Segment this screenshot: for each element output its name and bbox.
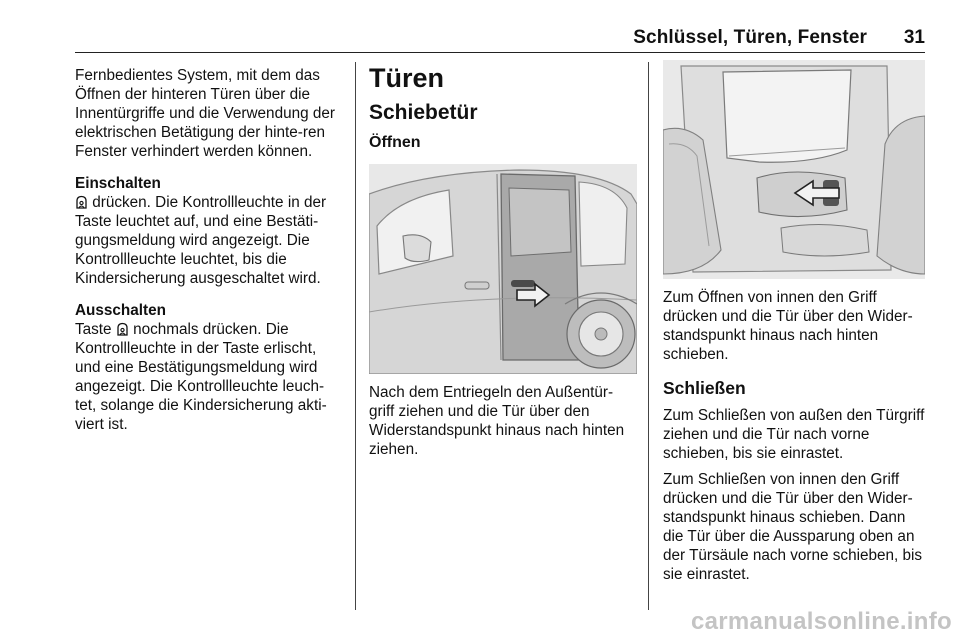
- on-text: drücken. Die Kontrollleuchte in der Taste leuchtet auf, und eine Bestäti-gungsmeldung wird angezeigt. Die Kontrollleuchte leuchtet, bis die Kindersicherung ausgeschaltet wird.: [75, 194, 327, 287]
- sliding-door-interior-illustration: [663, 60, 925, 279]
- close-outside-text: Zum Schließen von außen den Türgriff ziehen und die Tür nach vorne schieben, bis sie einrastet.: [663, 407, 925, 462]
- subsection-title: Schiebetür: [369, 101, 478, 124]
- watermark: carmanualsonline.info: [690, 608, 952, 635]
- page-header: [75, 27, 925, 51]
- off-text-pre: Taste: [75, 321, 112, 338]
- column-1: [75, 66, 343, 447]
- sliding-door-exterior-illustration: [369, 164, 637, 374]
- exterior-caption: Nach dem Entriegeln den Außentür-griff ziehen und die Tür über den Widerstandspunkt hinaus nach hinten ziehen.: [369, 384, 625, 458]
- close-heading: Schließen: [663, 378, 746, 398]
- page-number: 31: [903, 27, 925, 48]
- interior-caption: Zum Öffnen von innen den Griff drücken und die Tür über den Wider-standspunkt hinaus nach hinten schieben.: [663, 289, 913, 363]
- child-lock-icon: [116, 322, 129, 336]
- off-heading: Ausschalten: [75, 302, 166, 319]
- off-text-paragraph: [75, 320, 343, 434]
- column-divider-1: [355, 62, 356, 610]
- section-title: Türen: [369, 63, 445, 93]
- header-title: Schlüssel, Türen, Fenster: [633, 27, 867, 48]
- intro-text: Fernbedientes System, mit dem das Öffnen der hinteren Türen über die Innentürgriffe und die Verwendung der elektrischen Betätigung der hinte-ren Fenster verhindert werden können.: [75, 67, 335, 160]
- column-3: [663, 60, 925, 597]
- column-2: [369, 62, 637, 472]
- on-text-paragraph: [75, 193, 343, 288]
- on-heading: Einschalten: [75, 175, 161, 192]
- open-heading: Öffnen: [369, 134, 421, 151]
- column-divider-2: [648, 62, 649, 610]
- close-inside-text: Zum Schließen von innen den Griff drücken und die Tür über den Wider-standspunkt hinaus schieben. Dann die Tür über die Aussparung oben an der Türsäule nach vorne schieben, bis sie einrastet.: [663, 471, 923, 583]
- off-text-post: nochmals drücken. Die Kontrollleuchte in der Taste erlischt, und eine Bestätigungsmeldung wird angezeigt. Die Kontrollleuchte leuch-tet, solange die Kindersicherung akti-viert ist.: [75, 321, 327, 433]
- child-lock-icon: [75, 195, 88, 209]
- header-rule: [75, 52, 925, 53]
